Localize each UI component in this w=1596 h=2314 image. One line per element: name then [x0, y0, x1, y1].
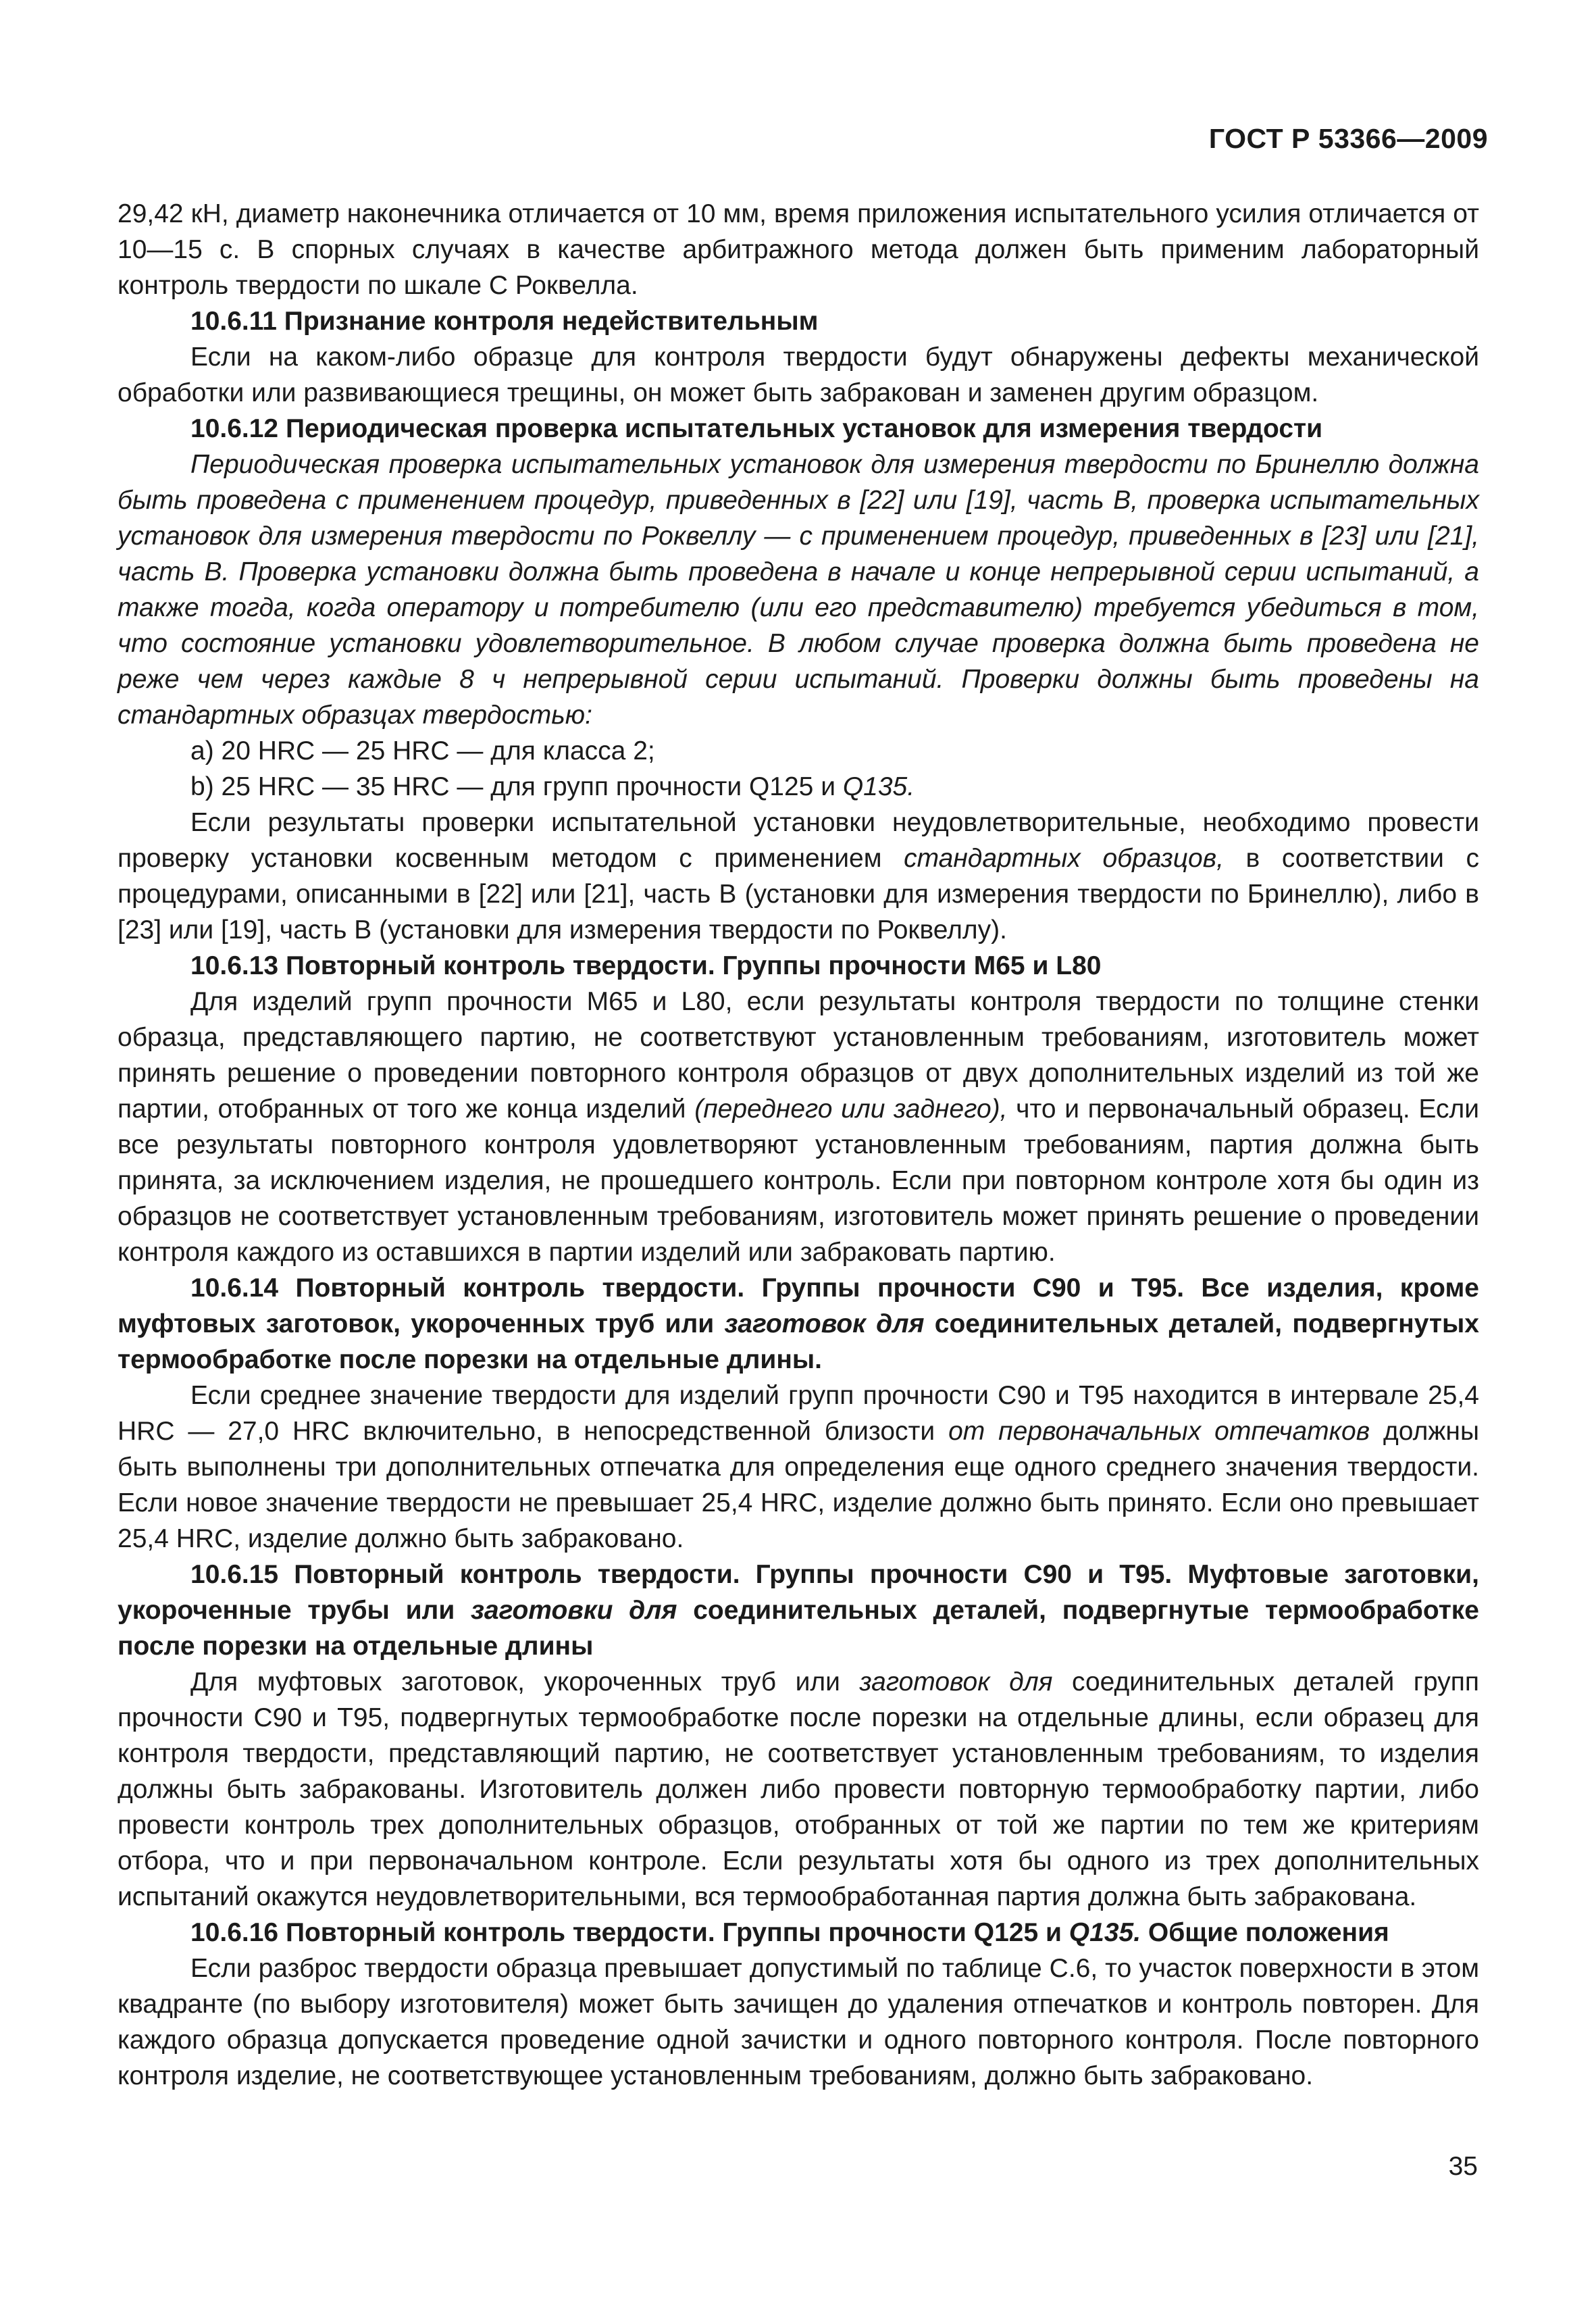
text-span: Общие положения	[1141, 1918, 1389, 1947]
italic-span: заготовок для	[859, 1667, 1053, 1696]
paragraph-10-6-13	[118, 984, 1479, 1270]
page-number: 35	[1448, 2152, 1478, 2181]
italic-span: от первоначальных отпечатков	[948, 1417, 1370, 1446]
text-span: в соответствии с процедурами, описанными в [22] или [21], часть В (установки для измерения твердости по Бринеллю), либо в [23] или [19], часть В (установки для измерения твердости по Роквеллу).	[118, 844, 1479, 945]
text-span: соединительных деталей групп прочности С90 и Т95, подвергнутых термообработке после порезки на отдельные длины, если образец для контроля твердости, представляющий партию, не соответствует установленным требованиям, то изделия должны быть забракованы. Изготовитель должен либо провести повторную термообработку партии, либо провести контроль трех дополнительных образцов, отобранных от той же партии по тем же критериям отбора, что и при первоначальном контроле. Если результаты хотя бы одного из трех дополнительных испытаний окажутся неудовлетворительными, вся термообработанная партия должна быть забракована.	[118, 1667, 1479, 1911]
text-span: 10.6.15 Повторный контроль твердости. Группы прочности С90 и Т95. Муфтовые заготовки, укороченные трубы или	[118, 1560, 1479, 1625]
section-heading-10-6-11: 10.6.11 Признание контроля недействительным	[190, 307, 819, 336]
section-heading-10-6-13: 10.6.13 Повторный контроль твердости. Группы прочности М65 и L80	[190, 951, 1102, 980]
paragraph-10-6-14	[118, 1378, 1479, 1557]
italic-span: (переднего или заднего),	[694, 1095, 1008, 1124]
section-heading-10-6-16	[118, 1915, 1479, 1951]
paragraph-continuation: 29,42 кН, диаметр наконечника отличается от 10 мм, время приложения испытательного усилия отличается от 10—15 с. В спорных случаях в качестве арбитражного метода должен быть применим лабораторный контроль твердости по шкале С Роквелла.	[118, 199, 1479, 300]
italic-span: стандартных образцов,	[904, 844, 1224, 873]
paragraph-10-6-16: Если разброс твердости образца превышает допустимый по таблице С.6, то участок поверхности в этом квадранте (по выбору изготовителя) может быть зачищен до удаления отпечатков и контроль повторен. Для каждого образца допускается проведение одной зачистки и одного повторного контроля. После повторного контроля изделие, не соответствующее установленным требованиям, должно быть забраковано.	[118, 1954, 1479, 2090]
text-span: 10.6.14 Повторный контроль твердости. Группы прочности С90 и Т95. Все изделия, кроме муфтовых заготовок, укороченных труб или	[118, 1274, 1479, 1338]
text-span: соединительных деталей, подвергнутые термообработке после порезки на отдельные длины	[118, 1596, 1480, 1661]
text-span: 10.6.16 Повторный контроль твердости. Группы прочности Q125 и	[190, 1918, 1069, 1947]
paragraph-10-6-12-b	[118, 805, 1479, 948]
text-span: Для изделий групп прочности М65 и L80, если результаты контроля твердости по толщине стенки образца, представляющего партию, не соответствуют установленным требованиям, изготовитель может принять решение о проведении повторного контроля образцов от двух дополнительных изделий из той же партии, отобранных от того же конца изделий	[118, 987, 1479, 1124]
text-span: Для муфтовых заготовок, укороченных труб или	[190, 1667, 860, 1696]
paragraph-10-6-11: Если на каком-либо образце для контроля твердости будут обнаружены дефекты механической обработки или развивающиеся трещины, он может быть забракован и заменен другим образцом.	[118, 343, 1479, 407]
list-item-b-italic: Q135.	[842, 772, 915, 801]
list-item-a: a) 20 HRC — 25 HRC — для класса 2;	[190, 736, 655, 765]
text-span: Если результаты проверки испытательной установки неудовлетворительные, необходимо провести проверку установки косвенным методом с применением	[118, 808, 1479, 873]
section-heading-10-6-12: 10.6.12 Периодическая проверка испытательных установок для измерения твердости	[190, 414, 1323, 443]
italic-span: заготовки для	[471, 1596, 677, 1625]
document-body	[118, 196, 1479, 2094]
list-item-b	[118, 769, 1479, 805]
section-heading-10-6-14	[118, 1270, 1479, 1378]
paragraph-10-6-12: Периодическая проверка испытательных установок для измерения твердости по Бринеллю должна быть проведена с применением процедур, приведенных в [22] или [19], часть В, проверка испытательных установок для измерения твердости по Роквеллу — с применением процедур, приведенных в [23] или [21], часть В. Проверка установки должна быть проведена в начале и конце непрерывной серии испытаний, а также тогда, когда оператору и потребителю (или его представителю) требуется убедиться в том, что состояние установки удовлетворительное. В любом случае проверка должна быть проведена не реже чем через каждые 8 ч непрерывной серии испытаний. Проверки должны быть проведены на стандартных образцах твердостью:	[118, 450, 1479, 730]
text-span: должны быть выполнены три дополнительных отпечатка для определения еще одного среднего значения твердости. Если новое значение твердости не превышает 25,4 HRC, изделие должно быть принято. Если оно превышает 25,4 HRC, изделие должно быть забраковано.	[118, 1417, 1479, 1553]
section-heading-10-6-15	[118, 1557, 1479, 1664]
italic-span: Q135.	[1069, 1918, 1141, 1947]
list-item-b-text: b) 25 HRC — 35 HRC — для групп прочности Q125 и	[190, 772, 843, 801]
paragraph-10-6-15	[118, 1664, 1479, 1915]
italic-span: заготовок для	[724, 1309, 925, 1338]
text-span: что и первоначальный образец. Если все результаты повторного контроля удовлетворяют установленным требованиям, партия должна быть принята, за исключением изделия, не прошедшего контроль. Если при повторном контроле хотя бы один из образцов не соответствует установленным требованиям, изготовитель может принять решение о проведении контроля каждого из оставшихся в партии изделий или забраковать партию.	[118, 1095, 1480, 1267]
document-header: ГОСТ Р 53366—2009	[1208, 123, 1488, 154]
text-span: соединительных деталей, подвергнутых термообработке после порезки на отдельные длины.	[118, 1309, 1479, 1374]
text-span: Если среднее значение твердости для изделий групп прочности С90 и Т95 находится в интервале 25,4 HRC — 27,0 HRC включительно, в непосредственной близости	[118, 1381, 1479, 1446]
